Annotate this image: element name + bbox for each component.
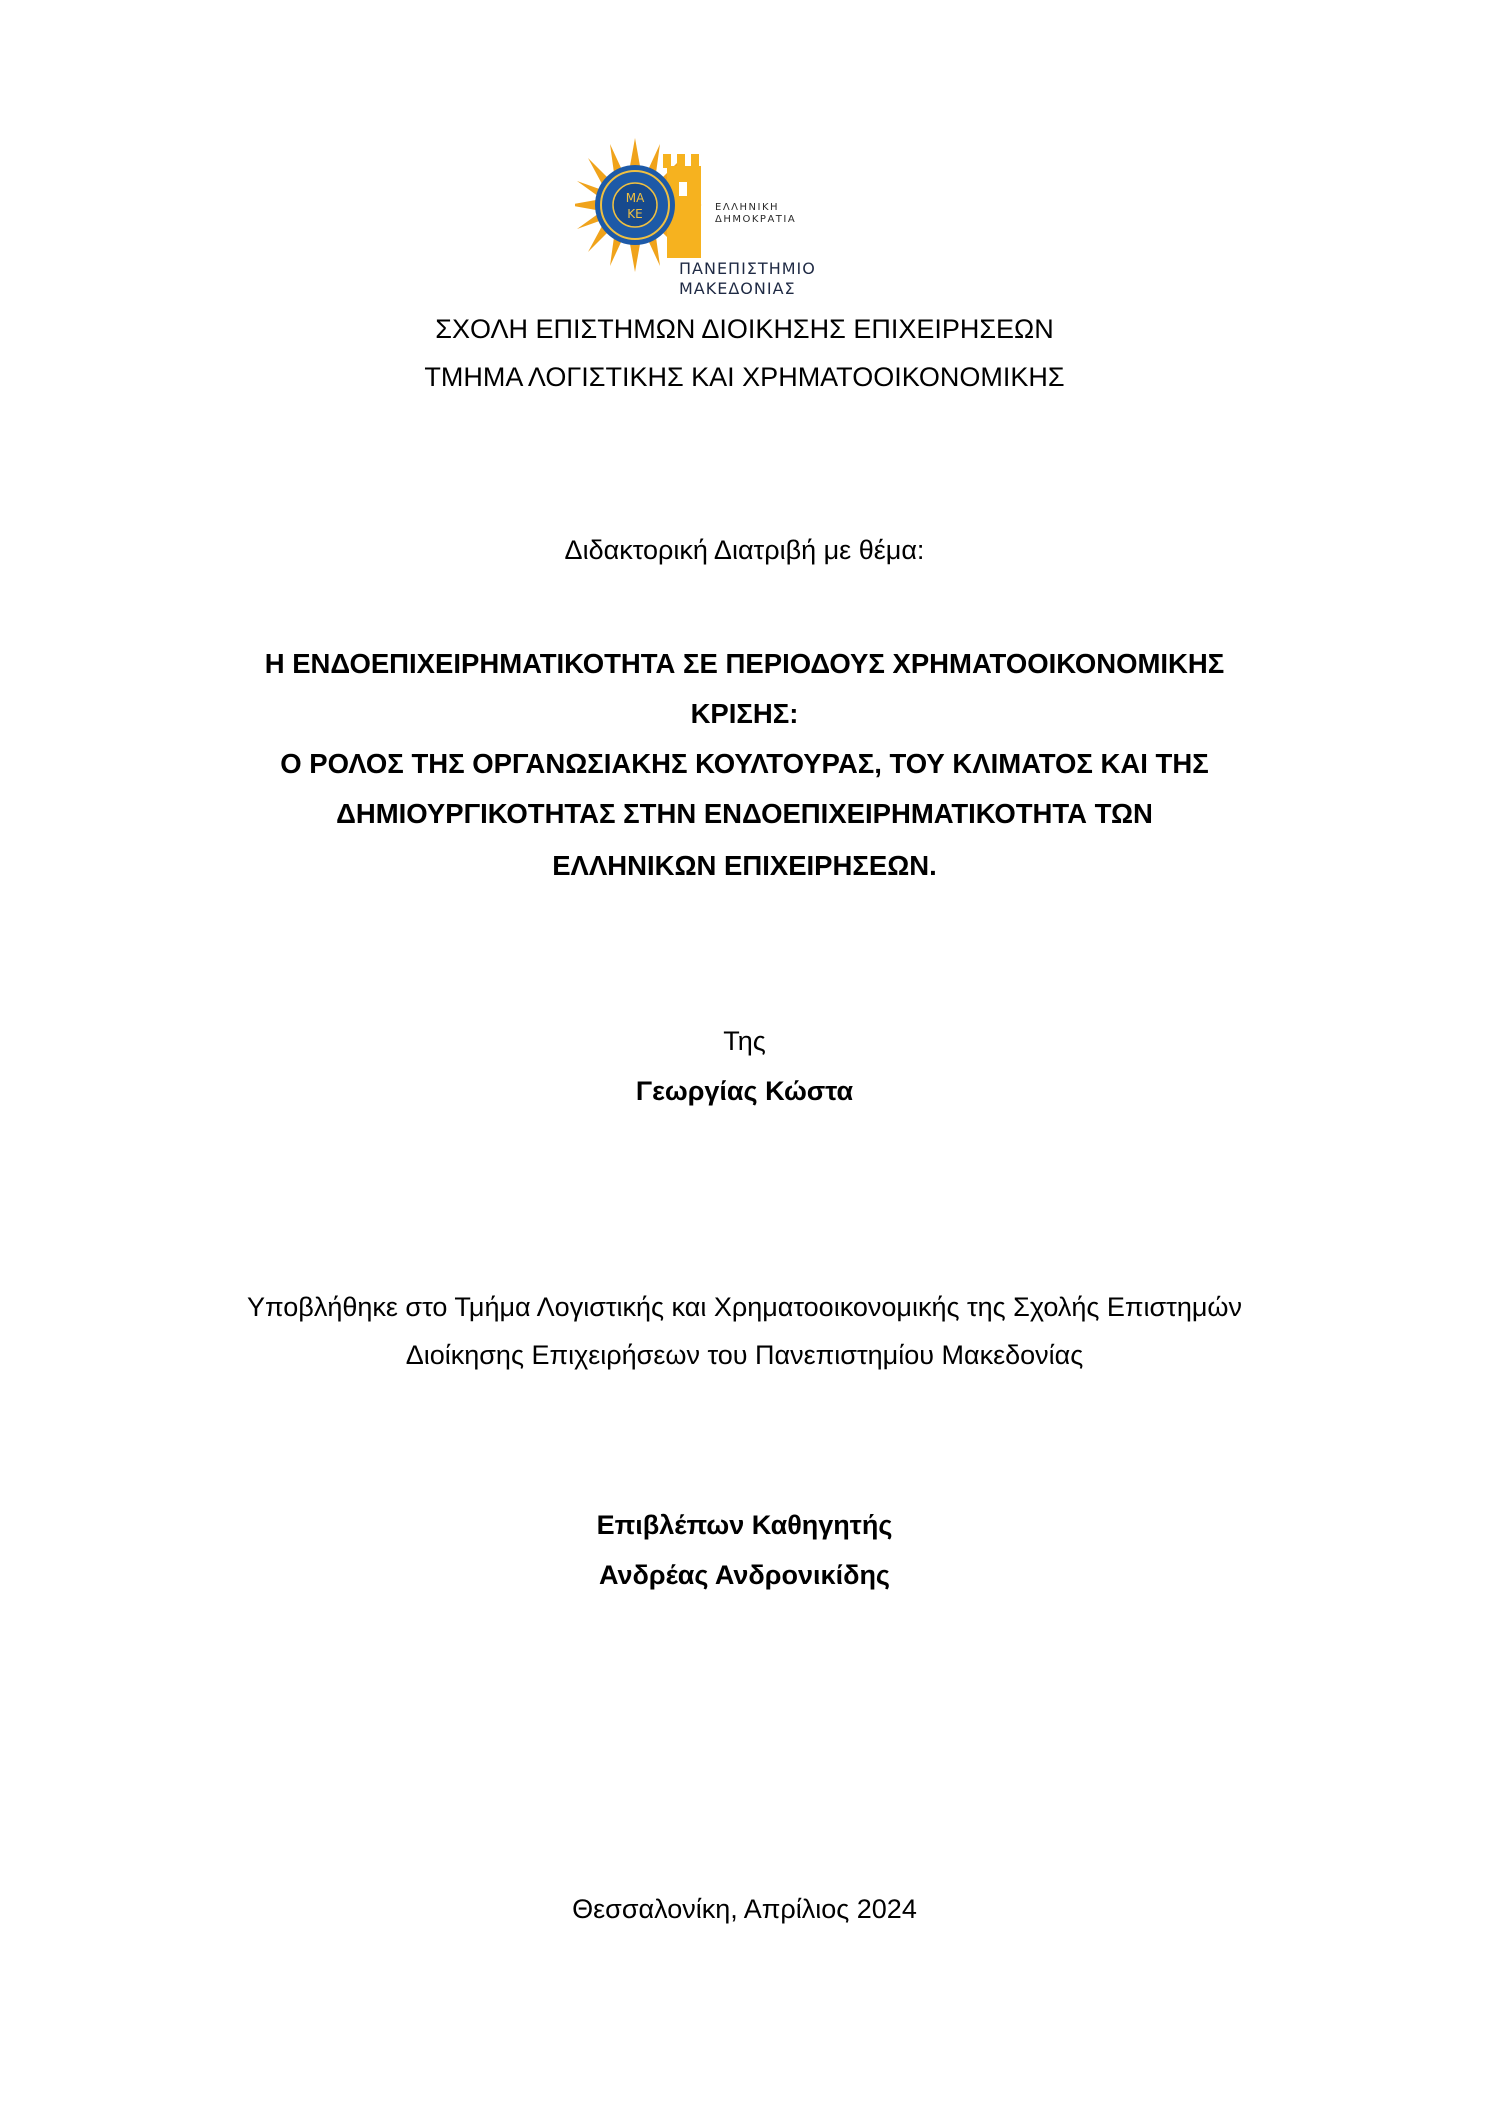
supervisor-label: Επιβλέπων Καθηγητής (596, 1510, 893, 1540)
thesis-title-line-5: ΕΛΛΗΝΙΚΩΝ ΕΠΙΧΕΙΡΗΣΕΩΝ. (552, 850, 937, 881)
thesis-title-line-4: ΔΗΜΙΟΥΡΓΙΚΟΤΗΤΑΣ ΣΤΗΝ ΕΝΔΟΕΠΙΧΕΙΡΗΜΑΤΙΚΟΤΗΤΑ ΤΩΝ (336, 798, 1153, 829)
thesis-title-line-2: ΚΡΙΣΗΣ: (690, 698, 799, 729)
submission-line-1: Υποβλήθηκε στο Τμήμα Λογιστικής και Χρηματοοικονομικής της Σχολής Επιστημών (247, 1292, 1242, 1322)
by-label: Της (723, 1026, 766, 1056)
school-name: ΣΧΟΛΗ ΕΠΙΣΤΗΜΩΝ ΔΙΟΙΚΗΣΗΣ ΕΠΙΧΕΙΡΗΣΕΩΝ (435, 314, 1054, 344)
university-of-macedonia-logo (575, 138, 845, 298)
department-name: ΤΜΗΜΑ ΛΟΓΙΣΤΙΚΗΣ ΚΑΙ ΧΡΗΜΑΤΟΟΙΚΟΝΟΜΙΚΗΣ (424, 362, 1065, 392)
place-date: Θεσσαλονίκη, Απρίλιος 2024 (572, 1894, 917, 1924)
thesis-title-line-3: Ο ΡΟΛΟΣ ΤΗΣ ΟΡΓΑΝΩΣΙΑΚΗΣ ΚΟΥΛΤΟΥΡΑΣ, ΤΟΥ ΚΛΙΜΑΤΟΣ ΚΑΙ ΤΗΣ (280, 748, 1209, 779)
seal-icon (595, 165, 675, 245)
logo-name-line1: ΠΑΝΕΠΙΣΤΗΜΙΟ (679, 259, 816, 278)
logo-wordmark-line2: ΔΗΜΟΚΡΑΤΙΑ (715, 214, 797, 225)
logo-wordmark-line1: ΕΛΛΗΝΙΚΗ (715, 202, 780, 213)
author-name: Γεωργίας Κώστα (635, 1076, 854, 1106)
supervisor-name: Ανδρέας Ανδρονικίδης (599, 1560, 890, 1590)
seal-letters-bottom: ΚΕ (627, 207, 643, 221)
seal-letters-top: ΜΑ (625, 191, 645, 205)
submission-line-2: Διοίκησης Επιχειρήσεων του Πανεπιστημίου Μακεδονίας (405, 1340, 1084, 1370)
logo-name-line2: ΜΑΚΕΔΟΝΙΑΣ (679, 279, 796, 298)
thesis-intro: Διδακτορική Διατριβή με θέμα: (564, 535, 925, 565)
thesis-title-line-1: Η ΕΝΔΟΕΠΙΧΕΙΡΗΜΑΤΙΚΟΤΗΤΑ ΣΕ ΠΕΡΙΟΔΟΥΣ ΧΡΗΜΑΤΟΟΙΚΟΝΟΜΙΚΗΣ (264, 648, 1225, 679)
